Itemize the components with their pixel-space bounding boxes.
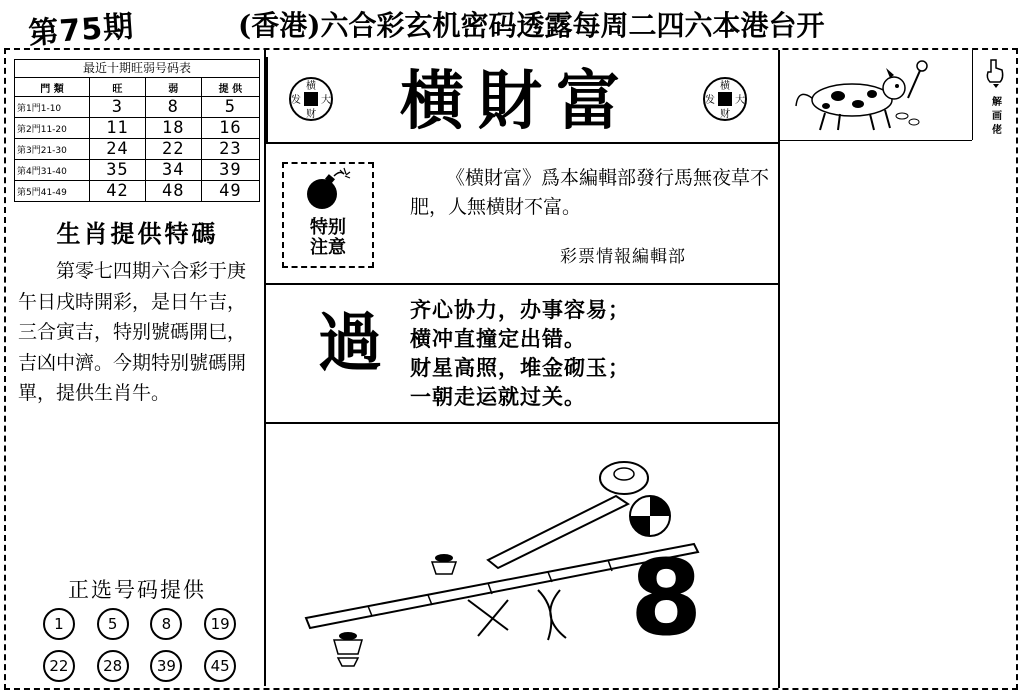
coin-icon	[702, 76, 748, 122]
table-header: 弱	[145, 78, 201, 97]
masthead-title: 横財富	[400, 64, 634, 139]
solve-label: 解画佬	[989, 96, 1001, 138]
table-row	[15, 181, 260, 202]
bomb-icon	[300, 166, 356, 212]
right-column-divider	[778, 50, 780, 688]
verse-bottom-rule	[266, 422, 780, 424]
table-header: 旺	[90, 78, 146, 97]
number-cell: 11	[90, 118, 146, 139]
coin-char: 横	[306, 81, 316, 92]
big-number: 8	[630, 537, 703, 659]
coin-char: 大	[321, 95, 331, 106]
table-caption: 最近十期旺弱号码表	[14, 59, 260, 77]
dog-illustration	[790, 58, 930, 138]
notice-label	[282, 218, 374, 258]
number-cell: 16	[201, 118, 259, 139]
period-cell: 第4門31-40	[15, 160, 90, 181]
table-row	[15, 118, 260, 139]
table-row	[15, 160, 260, 181]
period-cell: 第2門11-20	[15, 118, 90, 139]
pick-number: 19	[204, 608, 236, 640]
number-cell: 8	[145, 97, 201, 118]
period-cell: 第1門1-10	[15, 97, 90, 118]
number-cell: 24	[90, 139, 146, 160]
notice-bottom-rule	[266, 283, 780, 285]
intro-text: 《横財富》爲本編輯部發行馬無夜草不肥，人無横財不富。	[410, 167, 770, 218]
number-cell: 5	[201, 97, 259, 118]
issue-number: 第75期	[27, 9, 136, 52]
dog-bottom-rule	[780, 140, 972, 141]
pick-number: 28	[97, 650, 129, 682]
number-cell: 23	[201, 139, 259, 160]
number-cell: 3	[90, 97, 146, 118]
verse-line: 一朝走运就过关。	[410, 385, 586, 409]
pick-number: 22	[43, 650, 75, 682]
solve-divider	[972, 50, 973, 140]
verse-line: 财星高照，堆金砌玉；	[410, 356, 630, 380]
coin-char: 财	[720, 109, 730, 120]
table-header: 提 供	[201, 78, 259, 97]
table-header: 門 類	[15, 78, 90, 97]
pick-number: 45	[204, 650, 236, 682]
verse-line: 横冲直撞定出错。	[410, 327, 586, 351]
headline: (香港)六合彩玄机密码透露每周二四六本港台开	[238, 9, 825, 42]
hot-cold-table	[14, 59, 260, 202]
coin-char: 发	[705, 95, 715, 106]
coin-char: 发	[291, 95, 301, 106]
number-cell: 18	[145, 118, 201, 139]
solve-panel	[980, 58, 1010, 138]
zodiac-title: 生肖提供特碼	[56, 219, 219, 248]
zodiac-text: 第零七四期六合彩于庚午日戌時開彩，是日午吉，三合寅吉，特别號碼開巳，吉凶中濟。今期特别號碼開單，提供生肖牛。	[18, 260, 247, 404]
verse	[410, 296, 760, 412]
column-divider	[264, 50, 266, 686]
pick-number: 1	[43, 608, 75, 640]
intro-signature: 彩票情報編輯部	[560, 247, 686, 267]
notice-label-line: 特别	[310, 217, 346, 238]
picks-grid	[32, 608, 247, 682]
number-cell: 48	[145, 181, 201, 202]
number-cell: 42	[90, 181, 146, 202]
pick-number: 5	[97, 608, 129, 640]
coin-char: 横	[720, 81, 730, 92]
picks-title: 正选号码提供	[68, 578, 206, 602]
verse-line: 齐心协力，办事容易；	[410, 298, 630, 322]
coin-icon	[288, 76, 334, 122]
period-cell: 第5門41-49	[15, 181, 90, 202]
pick-number: 8	[150, 608, 182, 640]
period-cell: 第3門21-30	[15, 139, 90, 160]
number-cell: 22	[145, 139, 201, 160]
number-cell: 34	[145, 160, 201, 181]
verse-keyword: 過	[318, 306, 382, 381]
number-cell: 39	[201, 160, 259, 181]
number-cell: 49	[201, 181, 259, 202]
coin-char: 大	[735, 95, 745, 106]
table-row	[15, 139, 260, 160]
masthead-left-rule	[266, 57, 268, 143]
coin-char: 财	[306, 109, 316, 120]
pick-number: 39	[150, 650, 182, 682]
notice-label-line: 注意	[310, 237, 346, 258]
pointing-hand-icon	[984, 58, 1006, 88]
table-row	[15, 97, 260, 118]
number-cell: 35	[90, 160, 146, 181]
